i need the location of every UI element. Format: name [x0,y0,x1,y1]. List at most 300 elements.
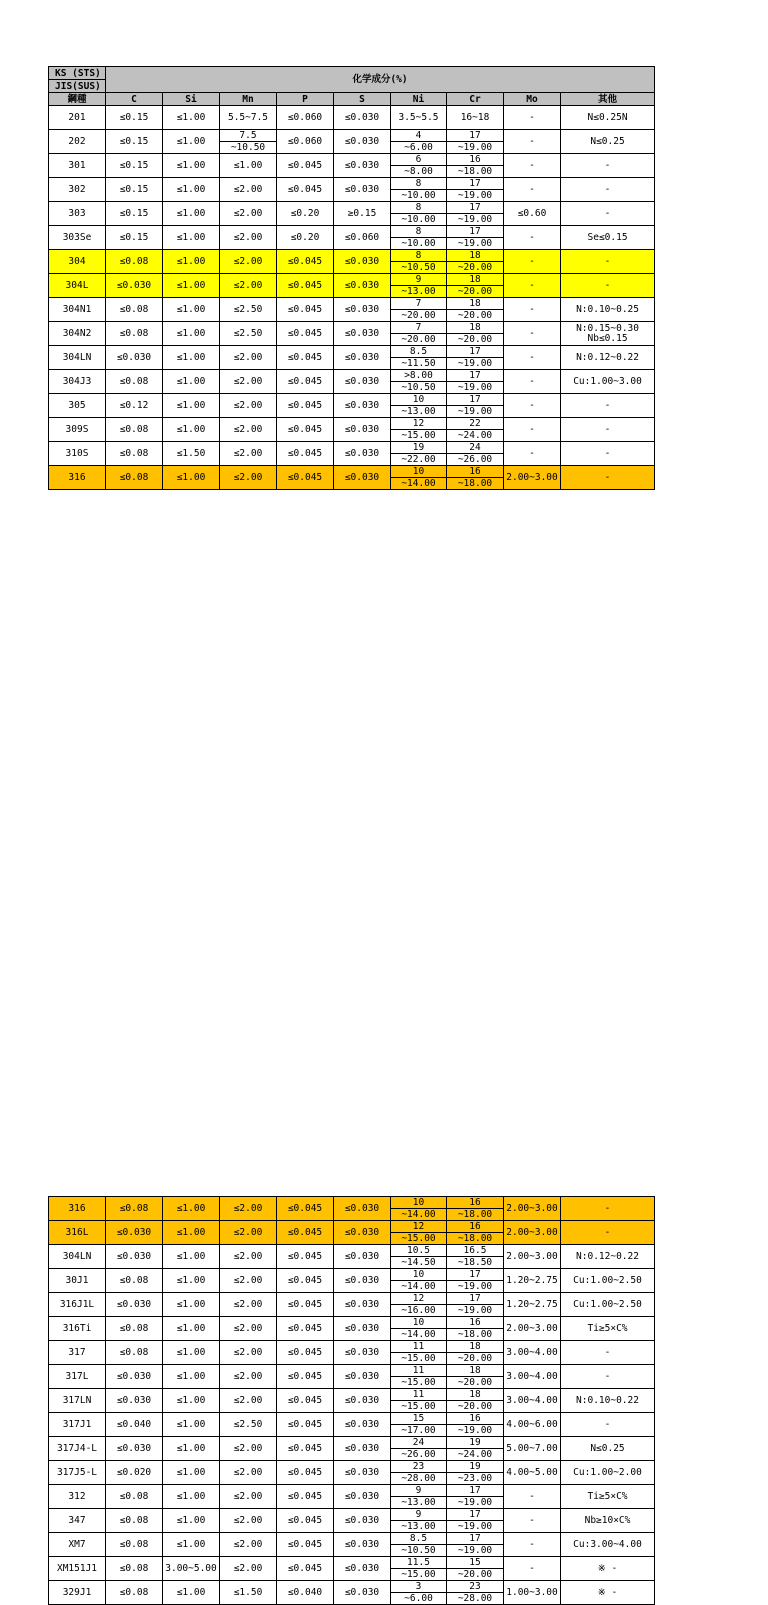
table-row [49,442,655,466]
table-row [49,130,655,154]
table-row [49,1461,655,1485]
cr-cell [447,1341,504,1365]
ni-cell [391,226,447,250]
mo-cell: 2.00~3.00 [504,1245,561,1269]
cr-cell-max: ~19.00 [457,1497,493,1508]
other-cell: - [561,202,655,226]
s-cell: ≤0.030 [334,1557,391,1581]
column-header-7: Mo [504,93,561,106]
ni-cell-max: ~22.00 [401,454,436,465]
p-cell: ≤0.045 [277,1461,334,1485]
ni-cell-max: ~16.00 [401,1305,436,1316]
ni-cell-max: ~14.00 [401,1209,436,1220]
ni-cell-max: ~6.00 [404,142,433,153]
cr-cell-max: ~18.00 [457,1329,493,1340]
ni-cell-max: ~14.00 [401,1329,436,1340]
mn-cell: ≤2.00 [220,1293,277,1317]
composition-table-part1 [48,66,655,490]
p-cell: ≤0.045 [277,1197,334,1221]
cr-cell [447,1485,504,1509]
cr-cell-max: ~19.00 [457,238,493,249]
other-cell: - [561,418,655,442]
cr-cell-max: ~18.00 [457,478,493,489]
mo-cell: - [504,274,561,298]
table-row [49,322,655,346]
mo-cell: - [504,178,561,202]
mn-cell: ≤2.00 [220,466,277,490]
grade-cell: 309S [49,418,106,442]
cr-cell [447,1461,504,1485]
mo-cell: - [504,322,561,346]
s-cell: ≤0.030 [334,274,391,298]
column-header-3: P [277,93,334,106]
mo-cell: 2.00~3.00 [504,1221,561,1245]
ni-cell-min: 12 [391,1293,446,1305]
mo-cell: - [504,106,561,130]
ni-cell-max: ~20.00 [401,310,436,321]
other-cell: ※ - [561,1557,655,1581]
cr-cell-min: 16.5 [447,1245,503,1257]
mo-cell: 3.00~4.00 [504,1365,561,1389]
ni-cell-max: ~15.00 [401,1353,436,1364]
other-cell: N:0.15~0.30 Nb≤0.15 [561,322,655,346]
mo-cell: 2.00~3.00 [504,1317,561,1341]
cr-cell-max: ~20.00 [457,310,493,321]
other-cell: Cu:1.00~2.50 [561,1293,655,1317]
p-cell: ≤0.045 [277,1317,334,1341]
c-cell: ≤0.08 [106,1509,163,1533]
cr-cell-min: 18 [447,1341,503,1353]
p-cell: ≤0.045 [277,1293,334,1317]
other-cell: - [561,1413,655,1437]
p-cell: ≤0.045 [277,1245,334,1269]
table-row [49,1221,655,1245]
s-cell: ≤0.030 [334,442,391,466]
cr-cell [447,442,504,466]
table-row [49,1317,655,1341]
table-row [49,1413,655,1437]
c-cell: ≤0.08 [106,1485,163,1509]
cr-cell [447,1365,504,1389]
ni-cell-max: ~11.50 [401,358,436,369]
mn-cell: ≤2.00 [220,1341,277,1365]
table-row [49,1581,655,1605]
c-cell: ≤0.15 [106,202,163,226]
s-cell: ≤0.030 [334,394,391,418]
si-cell: ≤1.00 [163,466,220,490]
s-cell: ≤0.030 [334,106,391,130]
cr-cell-max: ~20.00 [457,262,493,273]
mo-cell: 2.00~3.00 [504,466,561,490]
mn-cell: ≤2.50 [220,298,277,322]
table-row [49,1341,655,1365]
s-cell: ≤0.030 [334,1413,391,1437]
ni-cell [391,1413,447,1437]
cr-cell [447,1245,504,1269]
cr-cell-max: ~18.00 [457,1233,493,1244]
cr-cell-max: ~20.00 [457,1377,493,1388]
grade-cell: 201 [49,106,106,130]
mo-cell: - [504,346,561,370]
si-cell: ≤1.00 [163,178,220,202]
mn-cell: ≤2.00 [220,202,277,226]
ni-cell-max: ~15.00 [401,430,436,441]
ni-cell-min: 7 [391,298,446,310]
column-header-8: 其他 [561,93,655,106]
cr-cell-max: ~20.00 [457,1401,493,1412]
cr-cell-max: ~19.00 [457,1281,493,1292]
table-row [49,1389,655,1413]
ni-cell-min: 6 [391,154,446,166]
cr-cell-min: 18 [447,298,503,310]
cr-cell-min: 18 [447,274,503,286]
si-cell: ≤1.00 [163,1509,220,1533]
s-cell: ≤0.030 [334,1461,391,1485]
ni-cell-min: 9 [391,1509,446,1521]
other-cell: N≤0.25 [561,1437,655,1461]
cr-cell-max: ~19.00 [457,382,493,393]
cr-cell-max: ~19.00 [457,358,493,369]
p-cell: ≤0.040 [277,1581,334,1605]
table-row [49,106,655,130]
p-cell: ≤0.060 [277,130,334,154]
mn-cell: ≤2.00 [220,1557,277,1581]
grade-cell: 202 [49,130,106,154]
s-cell: ≤0.030 [334,1533,391,1557]
mo-cell: - [504,1509,561,1533]
grade-cell: 317J4-L [49,1437,106,1461]
cr-cell [447,1317,504,1341]
ni-cell [391,1581,447,1605]
table-row [49,1557,655,1581]
si-cell: ≤1.00 [163,250,220,274]
ni-cell-min: 9 [391,274,446,286]
ni-cell [391,466,447,490]
si-cell: ≤1.00 [163,1389,220,1413]
c-cell: ≤0.15 [106,178,163,202]
mn-cell: ≤2.00 [220,1221,277,1245]
cr-cell-min: 17 [447,226,503,238]
p-cell: ≤0.045 [277,1437,334,1461]
ni-cell-max: ~10.00 [401,214,436,225]
table-row [49,1437,655,1461]
p-cell: ≤0.045 [277,1341,334,1365]
ni-cell-max: ~15.00 [401,1569,436,1580]
cr-cell [447,1557,504,1581]
p-cell: ≤0.060 [277,106,334,130]
mn-cell [220,130,277,154]
s-cell: ≤0.060 [334,226,391,250]
ni-cell-max: ~13.00 [401,1521,436,1532]
si-cell: ≤1.00 [163,1269,220,1293]
grade-cell: 303 [49,202,106,226]
ni-cell [391,130,447,154]
si-cell: ≤1.00 [163,1245,220,1269]
s-cell: ≤0.030 [334,298,391,322]
si-cell: ≤1.00 [163,1485,220,1509]
cr-cell [447,394,504,418]
p-cell: ≤0.045 [277,1365,334,1389]
s-cell: ≤0.030 [334,1293,391,1317]
column-header-2: Mn [220,93,277,106]
mo-cell: - [504,394,561,418]
ni-cell [391,370,447,394]
ni-cell-min: 3 [391,1581,446,1593]
ni-cell-max: ~13.00 [401,1497,436,1508]
ni-cell [391,1509,447,1533]
cr-cell [447,1269,504,1293]
ni-cell-min: 23 [391,1461,446,1473]
mn-cell: ≤1.00 [220,154,277,178]
other-cell: - [561,394,655,418]
std-jis-header: JIS(SUS) [49,80,106,93]
mo-cell: 1.20~2.75 [504,1269,561,1293]
other-cell: N≤0.25N [561,106,655,130]
cr-cell [447,274,504,298]
grade-cell: XM151J1 [49,1557,106,1581]
ni-cell-min: 10 [391,466,446,478]
ni-cell-max: ~10.00 [401,190,436,201]
s-cell: ≤0.030 [334,418,391,442]
ni-cell [391,1341,447,1365]
cr-cell-min: 17 [447,1269,503,1281]
cr-cell-min: 19 [447,1461,503,1473]
mo-cell: 3.00~4.00 [504,1389,561,1413]
mn-cell: ≤2.00 [220,1461,277,1485]
p-cell: ≤0.045 [277,394,334,418]
c-cell: ≤0.08 [106,322,163,346]
cr-cell [447,322,504,346]
grade-cell: 310S [49,442,106,466]
mn-cell: ≤2.00 [220,442,277,466]
cr-cell [447,130,504,154]
table-top-section [0,0,768,489]
s-cell: ≤0.030 [334,154,391,178]
si-cell: ≤1.00 [163,1581,220,1605]
ni-cell-min: 4 [391,130,446,142]
grade-cell: 305 [49,394,106,418]
other-cell: - [561,1221,655,1245]
cr-cell-min: 17 [447,1509,503,1521]
c-cell: ≤0.08 [106,442,163,466]
other-cell: N:0.12~0.22 [561,1245,655,1269]
s-cell: ≤0.030 [334,1365,391,1389]
ni-cell-min: 11 [391,1341,446,1353]
table-row [49,250,655,274]
c-cell: ≤0.030 [106,1437,163,1461]
mn-cell: ≤2.00 [220,1509,277,1533]
composition-table-part2 [48,1196,655,1605]
table-row [49,394,655,418]
si-cell: ≤1.00 [163,346,220,370]
grade-cell: 304J3 [49,370,106,394]
cr-cell-max: ~19.00 [457,214,493,225]
p-cell: ≤0.045 [277,154,334,178]
cr-cell-max: ~24.00 [457,1449,493,1460]
c-cell: ≤0.15 [106,130,163,154]
mn-cell: 5.5~7.5 [220,106,277,130]
cr-cell-min: 22 [447,418,503,430]
c-cell: ≤0.08 [106,1557,163,1581]
mo-cell: - [504,226,561,250]
ni-cell-max: ~13.00 [401,286,436,297]
ni-cell-min: 12 [391,418,446,430]
mn-cell: ≤2.00 [220,274,277,298]
ni-cell [391,1197,447,1221]
p-cell: ≤0.045 [277,274,334,298]
si-cell: ≤1.00 [163,130,220,154]
s-cell: ≤0.030 [334,1317,391,1341]
cr-cell [447,1437,504,1461]
cr-cell-min: 18 [447,1389,503,1401]
cr-cell-max: ~18.00 [457,166,493,177]
ni-cell [391,154,447,178]
composition-header: 化学成分(%) [106,67,655,93]
grade-cell: 316Ti [49,1317,106,1341]
mo-cell: - [504,418,561,442]
s-cell: ≤0.030 [334,1221,391,1245]
si-cell: ≤1.00 [163,1461,220,1485]
si-cell: ≤1.00 [163,1197,220,1221]
mo-cell: 4.00~6.00 [504,1413,561,1437]
ni-cell-min: 12 [391,1221,446,1233]
table-row [49,298,655,322]
si-cell: ≤1.00 [163,298,220,322]
cr-cell [447,418,504,442]
grade-cell: 317J5-L [49,1461,106,1485]
mn-cell: ≤2.00 [220,1365,277,1389]
mn-cell: ≤2.00 [220,346,277,370]
cr-cell: 16~18 [447,106,504,130]
ni-cell-min: 10 [391,1269,446,1281]
s-cell: ≤0.030 [334,250,391,274]
other-cell: - [561,1197,655,1221]
grade-cell: 316 [49,466,106,490]
cr-cell [447,1389,504,1413]
mo-cell: 2.00~3.00 [504,1197,561,1221]
p-cell: ≤0.045 [277,1557,334,1581]
s-cell: ≤0.030 [334,1581,391,1605]
cr-cell [447,466,504,490]
other-cell: - [561,466,655,490]
table-row [49,178,655,202]
mn-cell: ≤2.00 [220,1533,277,1557]
cr-cell [447,202,504,226]
ni-cell-max: ~15.00 [401,1401,436,1412]
mo-cell: ≤0.60 [504,202,561,226]
other-cell: Cu:1.00~3.00 [561,370,655,394]
s-cell: ≥0.15 [334,202,391,226]
si-cell: ≤1.00 [163,1293,220,1317]
table-row [49,1245,655,1269]
grade-cell: 301 [49,154,106,178]
table-row [49,1533,655,1557]
cr-cell [447,178,504,202]
other-cell: - [561,1365,655,1389]
s-cell: ≤0.030 [334,1437,391,1461]
s-cell: ≤0.030 [334,1245,391,1269]
ni-cell-max: ~6.00 [404,1593,433,1604]
grade-cell: 317L [49,1365,106,1389]
ni-cell-min: >8.00 [391,370,446,382]
cr-cell-max: ~20.00 [457,286,493,297]
c-cell: ≤0.030 [106,1293,163,1317]
cr-cell-max: ~28.00 [457,1593,493,1604]
mo-cell: - [504,154,561,178]
grade-cell: 30J1 [49,1269,106,1293]
ni-cell-min: 8 [391,250,446,262]
mn-cell: ≤2.00 [220,178,277,202]
cr-cell [447,346,504,370]
ni-cell [391,1437,447,1461]
grade-cell: 347 [49,1509,106,1533]
table-row [49,1365,655,1389]
si-cell: 3.00~5.00 [163,1557,220,1581]
cr-cell-max: ~19.00 [457,142,493,153]
ni-cell [391,322,447,346]
cr-cell-min: 16 [447,466,503,478]
grade-cell: 316 [49,1197,106,1221]
table-row [49,1509,655,1533]
cr-cell-max: ~19.00 [457,1305,493,1316]
ni-cell [391,1389,447,1413]
table-row [49,154,655,178]
p-cell: ≤0.045 [277,1485,334,1509]
cr-cell-min: 24 [447,442,503,454]
c-cell: ≤0.15 [106,106,163,130]
mn-cell: ≤2.00 [220,1437,277,1461]
p-cell: ≤0.045 [277,178,334,202]
other-cell: - [561,154,655,178]
grade-cell: 317J1 [49,1413,106,1437]
other-cell: N:0.12~0.22 [561,346,655,370]
ni-cell-max: ~26.00 [401,1449,436,1460]
p-cell: ≤0.20 [277,226,334,250]
ni-cell [391,1485,447,1509]
ni-cell [391,1557,447,1581]
cr-cell-max: ~23.00 [457,1473,493,1484]
p-cell: ≤0.045 [277,442,334,466]
ni-cell-min: 8 [391,178,446,190]
p-cell: ≤0.045 [277,466,334,490]
si-cell: ≤1.00 [163,1533,220,1557]
mn-cell: ≤2.00 [220,226,277,250]
cr-cell-min: 17 [447,202,503,214]
mn-cell: ≤2.50 [220,322,277,346]
mo-cell: 1.20~2.75 [504,1293,561,1317]
s-cell: ≤0.030 [334,1269,391,1293]
ni-cell-max: ~10.50 [401,262,436,273]
other-cell: Ti≥5×C% [561,1485,655,1509]
mo-cell: - [504,370,561,394]
ni-cell-max: ~10.50 [401,382,436,393]
c-cell: ≤0.08 [106,250,163,274]
c-cell: ≤0.08 [106,466,163,490]
ni-cell [391,1365,447,1389]
ni-cell-min: 8 [391,226,446,238]
c-cell: ≤0.15 [106,226,163,250]
cr-cell-max: ~19.00 [457,406,493,417]
cr-cell [447,370,504,394]
ni-cell-min: 11.5 [391,1557,446,1569]
si-cell: ≤1.00 [163,226,220,250]
ni-cell-max: ~15.00 [401,1233,436,1244]
other-cell: N:0.10~0.22 [561,1389,655,1413]
grade-cell: 316L [49,1221,106,1245]
grade-cell: 304 [49,250,106,274]
table-row [49,1485,655,1509]
cr-cell-max: ~20.00 [457,334,493,345]
